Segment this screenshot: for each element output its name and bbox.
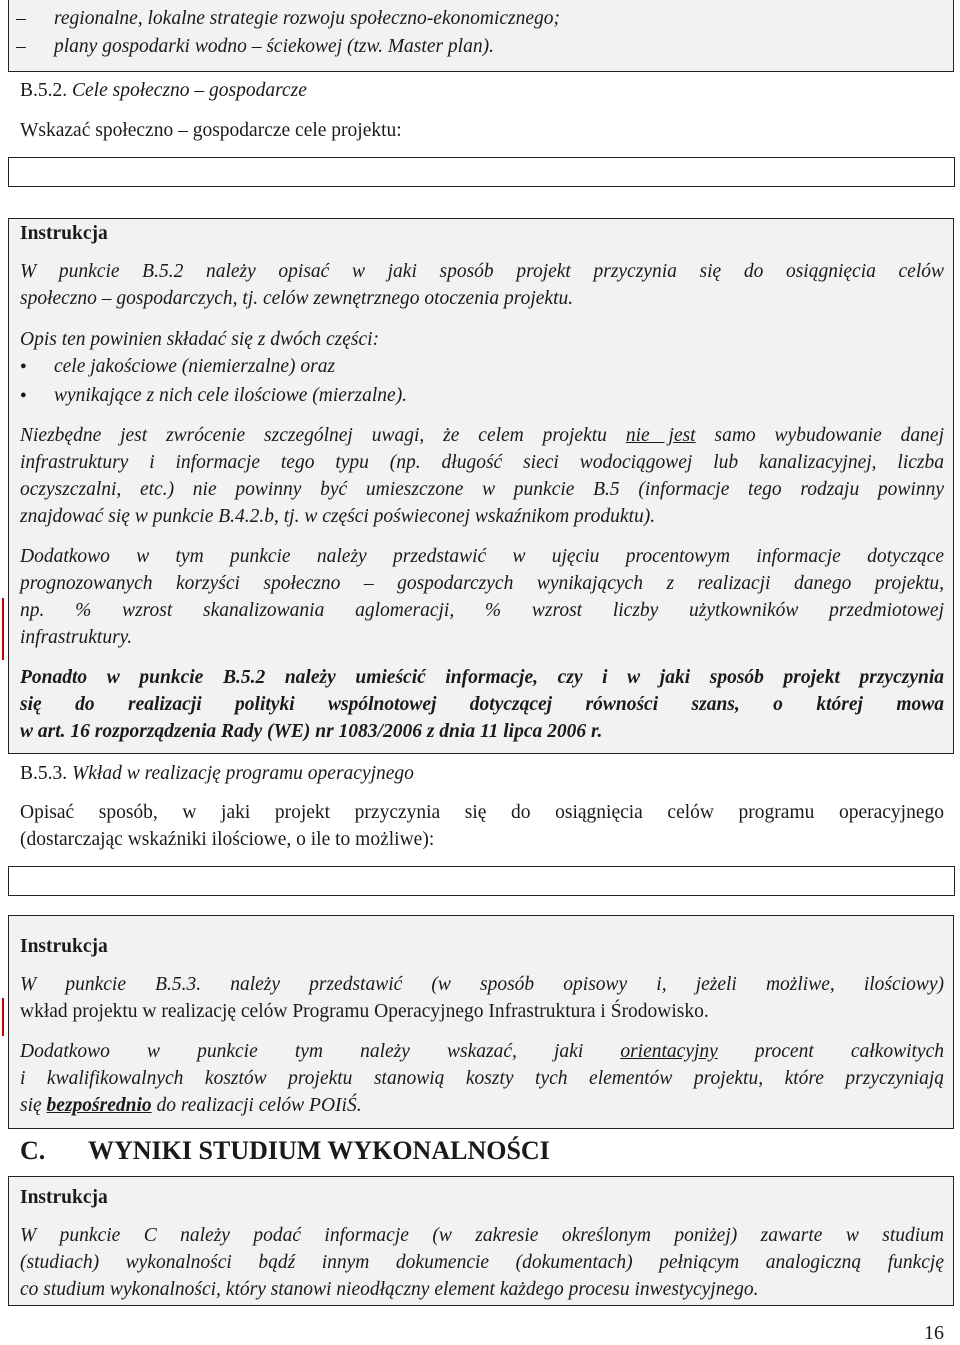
program-contribution-input-field[interactable] [8,866,955,896]
bullet-item: cele jakościowe (niemierzalne) oraz [54,356,336,377]
instruction-heading: Instrukcja [20,223,108,244]
list-item: plany gospodarki wodno – ściekowej (tzw. Master plan). [54,36,494,57]
instruction-text: wkład projektu w realizację celów Programu Operacyjnego Infrastruktura i Środowisko. [20,1001,709,1022]
section-title: WYNIKI STUDIUM WYKONALNOŚCI [88,1136,550,1165]
section-number: B.5.3. [20,763,68,784]
page-number: 16 [924,1322,944,1344]
instruction-text-bold: Ponadto w punkcie B.5.2 należy umieścić informacje, czy i w jaki sposób projekt przyczynia [20,667,944,688]
instruction-text: Dodatkowo w punkcie tym należy wskazać, jaki orientacyjny procent całkowitych [20,1041,944,1062]
instruction-text: Niezbędne jest zwrócenie szczególnej uwagi, że celem projektu nie jest samo wybudowanie danej [20,425,945,446]
section-title: Wkład w realizację programu operacyjnego [72,763,414,784]
instruction-text-bold: się do realizacji polityki wspólnotowej dotyczącej równości szans, o której mowa [20,694,944,715]
section-title: Cele społeczno – gospodarcze [72,80,307,101]
bullet-icon: ● [20,360,27,372]
instruction-text: się bezpośrednio do realizacji celów POIiŚ. [20,1095,362,1116]
instruction-text: prognozowanych korzyści społeczno – gospodarczych wynikających z realizacji danego projektu, [20,573,944,594]
section-b52-heading [20,77,944,104]
instruction-text: oczyszczalni, etc.) nie powinny być umieszczone w punkcie B.5 (informacje tego rodzaju powinny [20,479,944,500]
instruction-text: znajdować się w punkcie B.4.2.b, tj. w części poświeconej wskaźnikom produktu). [20,506,656,527]
instruction-text: np. % wzrost skanalizowania aglomeracji, % wzrost liczby użytkowników przedmiotowej [20,600,944,621]
instruction-text: i kwalifikowalnych kosztów projektu stanowią koszty tych elementów projektu, które przyczyniają [20,1068,944,1089]
section-b52-prompt: Wskazać społeczno – gospodarcze cele projektu: [20,120,402,141]
section-b53-prompt: (dostarczając wskaźniki ilościowe, o ile to możliwe): [20,829,435,850]
instruction-heading: Instrukcja [20,936,108,957]
instruction-text: (studiach) wykonalności bądź innym dokumencie (dokumentach) pełniącym analogiczną funkcję [20,1252,944,1273]
instruction-text: W punkcie B.5.2 należy opisać w jaki sposób projekt przyczynia się do osiągnięcia celów [20,261,944,282]
section-number: B.5.2. [20,80,68,101]
goals-input-field[interactable] [8,157,955,187]
instruction-text: co studium wykonalności, który stanowi nieodłączny element każdego procesu inwestycyjnego. [20,1279,759,1300]
instruction-text: infrastruktury i informacje tego typu (np. długość sieci wodociągowej lub kanalizacyjnej, liczba [20,452,944,473]
instruction-text: Opis ten powinien składać się z dwóch części: [20,329,380,350]
instruction-text: W punkcie B.5.3. należy przedstawić (w sposób opisowy i, jeżeli możliwe, ilościowy) [20,974,944,995]
instruction-text: społeczno – gospodarczych, tj. celów zewnętrznego otoczenia projektu. [20,288,574,309]
instruction-text: W punkcie C należy podać informacje (w zakresie określonym poniżej) zawarte w studium [20,1225,944,1246]
section-c-heading [20,1134,550,1168]
revision-mark [2,998,4,1036]
list-dash: – [16,36,26,57]
list-item: regionalne, lokalne strategie rozwoju społeczno-ekonomicznego; [54,8,561,29]
instruction-text-bold: w art. 16 rozporządzenia Rady (WE) nr 1083/2006 z dnia 11 lipca 2006 r. [20,721,603,742]
instruction-text: Dodatkowo w tym punkcie należy przedstawić w ujęciu procentowym informacje dotyczące [20,546,944,567]
bullet-icon: ● [20,389,27,401]
section-b53-heading [20,760,944,787]
instruction-heading: Instrukcja [20,1187,108,1208]
instruction-text: infrastruktury. [20,627,133,648]
revision-mark [2,598,4,660]
list-dash: – [16,8,26,29]
section-b53-prompt: Opisać sposób, w jaki projekt przyczynia się do osiągnięcia celów programu operacyjnego [20,802,944,823]
section-number: C. [20,1136,46,1165]
bullet-item: wynikające z nich cele ilościowe (mierzalne). [54,385,408,406]
